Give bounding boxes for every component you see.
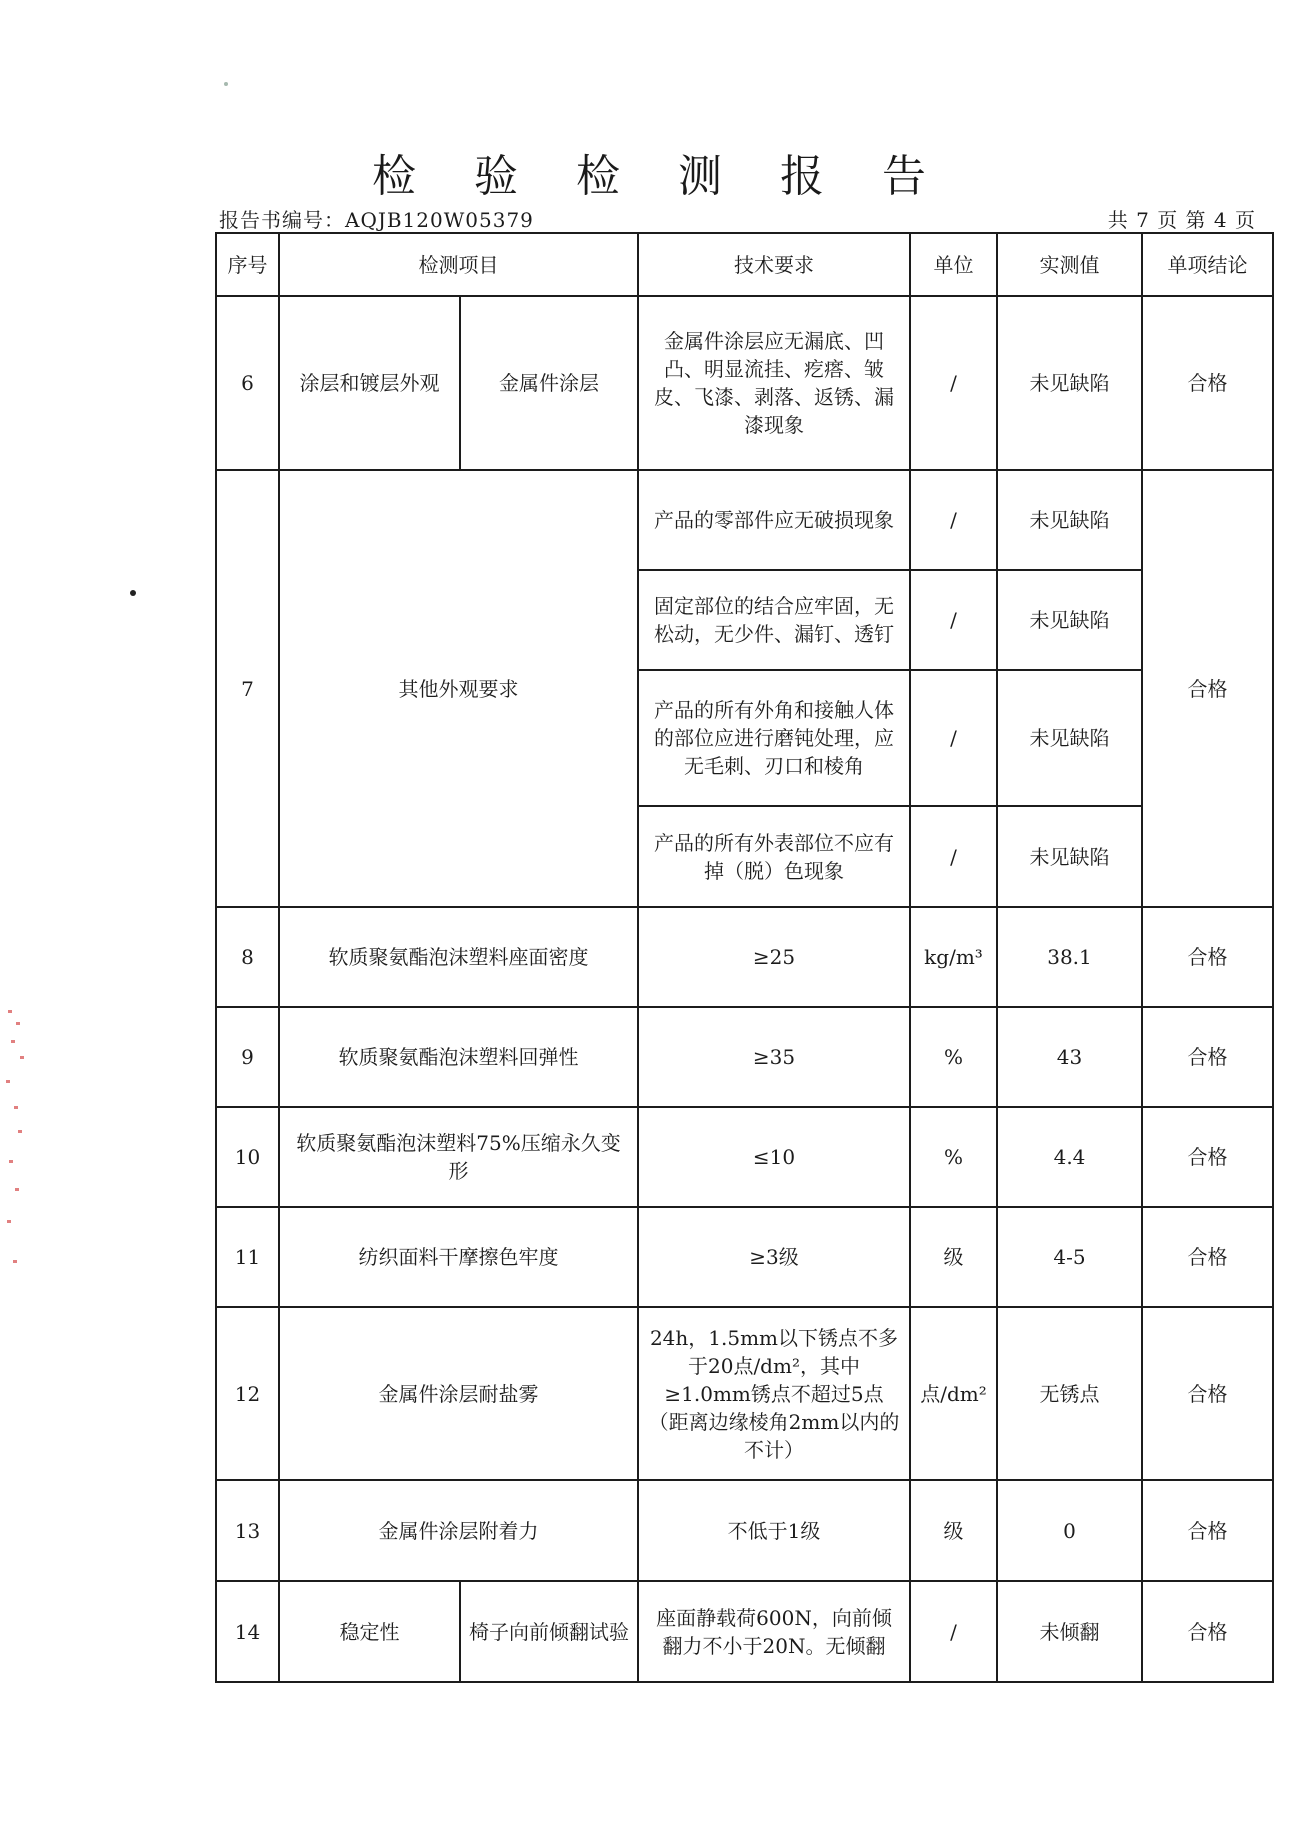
- scan-speck: [224, 82, 228, 86]
- header-item: 检测项目: [279, 233, 638, 296]
- report-number: 报告书编号：AQJB120W05379: [219, 208, 534, 232]
- row-seq: 8: [216, 907, 279, 1007]
- row-seq: 12: [216, 1307, 279, 1480]
- row-item: 金属件涂层附着力: [279, 1480, 638, 1581]
- table-row: [216, 1581, 1273, 1682]
- table-row: [216, 907, 1273, 1007]
- row-requirement: 产品的零部件应无破损现象: [638, 470, 910, 570]
- row-conclusion: 合格: [1142, 1480, 1273, 1581]
- row-unit: kg/m³: [910, 907, 997, 1007]
- row-subitem: 金属件涂层: [460, 296, 638, 470]
- row-conclusion: 合格: [1142, 907, 1273, 1007]
- header-requirement: 技术要求: [638, 233, 910, 296]
- row-item: 纺织面料干摩擦色牢度: [279, 1207, 638, 1307]
- row-requirement: 座面静载荷600N，向前倾翻力不小于20N。无倾翻: [638, 1581, 910, 1682]
- table-row: [216, 470, 1273, 570]
- row-measured: 4-5: [997, 1207, 1142, 1307]
- row-unit: /: [910, 570, 997, 670]
- row-item: 软质聚氨酯泡沫塑料75%压缩永久变形: [279, 1107, 638, 1207]
- row-requirement: 固定部位的结合应牢固，无松动，无少件、漏钉、透钉: [638, 570, 910, 670]
- header-conclusion: 单项结论: [1142, 233, 1273, 296]
- table-row: [216, 296, 1273, 470]
- row-requirement: 产品的所有外角和接触人体的部位应进行磨钝处理，应无毛刺、刃口和棱角: [638, 670, 910, 806]
- table-row: [216, 1207, 1273, 1307]
- row-conclusion: 合格: [1142, 1007, 1273, 1107]
- row-requirement: 产品的所有外表部位不应有掉（脱）色现象: [638, 806, 910, 907]
- row-measured: 4.4: [997, 1107, 1142, 1207]
- row-item: 其他外观要求: [279, 470, 638, 907]
- row-conclusion: 合格: [1142, 470, 1273, 907]
- header-unit: 单位: [910, 233, 997, 296]
- row-measured: 未见缺陷: [997, 296, 1142, 470]
- row-seq: 7: [216, 470, 279, 907]
- scan-mark: [130, 590, 136, 596]
- row-requirement: ≥35: [638, 1007, 910, 1107]
- row-requirement: 24h，1.5mm以下锈点不多于20点/dm²，其中≥1.0mm锈点不超过5点（距离边缘棱角2mm以内的不计）: [638, 1307, 910, 1480]
- row-item: 金属件涂层耐盐雾: [279, 1307, 638, 1480]
- row-unit: /: [910, 470, 997, 570]
- row-requirement: ≥3级: [638, 1207, 910, 1307]
- row-measured: 未见缺陷: [997, 670, 1142, 806]
- row-conclusion: 合格: [1142, 1207, 1273, 1307]
- table-row: [216, 1307, 1273, 1480]
- row-seq: 11: [216, 1207, 279, 1307]
- row-measured: 未见缺陷: [997, 806, 1142, 907]
- row-requirement: 不低于1级: [638, 1480, 910, 1581]
- row-item: 软质聚氨酯泡沫塑料座面密度: [279, 907, 638, 1007]
- row-conclusion: 合格: [1142, 296, 1273, 470]
- table-row: [216, 1107, 1273, 1207]
- row-unit: 级: [910, 1480, 997, 1581]
- row-conclusion: 合格: [1142, 1581, 1273, 1682]
- row-measured: 38.1: [997, 907, 1142, 1007]
- table-row: [216, 1480, 1273, 1581]
- red-stamp-edge: [2, 1010, 32, 1270]
- header-measured: 实测值: [997, 233, 1142, 296]
- row-unit: /: [910, 670, 997, 806]
- row-seq: 14: [216, 1581, 279, 1682]
- row-measured: 未见缺陷: [997, 570, 1142, 670]
- row-item: 涂层和镀层外观: [279, 296, 460, 470]
- row-unit: /: [910, 1581, 997, 1682]
- row-item: 软质聚氨酯泡沫塑料回弹性: [279, 1007, 638, 1107]
- row-subitem: 椅子向前倾翻试验: [460, 1581, 638, 1682]
- row-unit: %: [910, 1007, 997, 1107]
- row-unit: 点/dm²: [910, 1307, 997, 1480]
- row-measured: 未倾翻: [997, 1581, 1142, 1682]
- row-seq: 9: [216, 1007, 279, 1107]
- row-measured: 43: [997, 1007, 1142, 1107]
- row-unit: 级: [910, 1207, 997, 1307]
- inspection-table: [215, 232, 1274, 1683]
- row-unit: %: [910, 1107, 997, 1207]
- row-requirement: ≥25: [638, 907, 910, 1007]
- row-seq: 6: [216, 296, 279, 470]
- row-item: 稳定性: [279, 1581, 460, 1682]
- table-row: [216, 1007, 1273, 1107]
- row-conclusion: 合格: [1142, 1107, 1273, 1207]
- row-requirement: ≤10: [638, 1107, 910, 1207]
- row-conclusion: 合格: [1142, 1307, 1273, 1480]
- header-seq: 序号: [216, 233, 279, 296]
- report-title: 检 验 检 测 报 告: [372, 151, 948, 202]
- row-seq: 13: [216, 1480, 279, 1581]
- row-requirement: 金属件涂层应无漏底、凹凸、明显流挂、疙瘩、皱皮、飞漆、剥落、返锈、漏漆现象: [638, 296, 910, 470]
- row-measured: 无锈点: [997, 1307, 1142, 1480]
- page-info: 共 7 页 第 4 页: [1107, 208, 1256, 232]
- row-unit: /: [910, 296, 997, 470]
- row-measured: 未见缺陷: [997, 470, 1142, 570]
- row-seq: 10: [216, 1107, 279, 1207]
- row-measured: 0: [997, 1480, 1142, 1581]
- table-header-row: [216, 233, 1273, 296]
- row-unit: /: [910, 806, 997, 907]
